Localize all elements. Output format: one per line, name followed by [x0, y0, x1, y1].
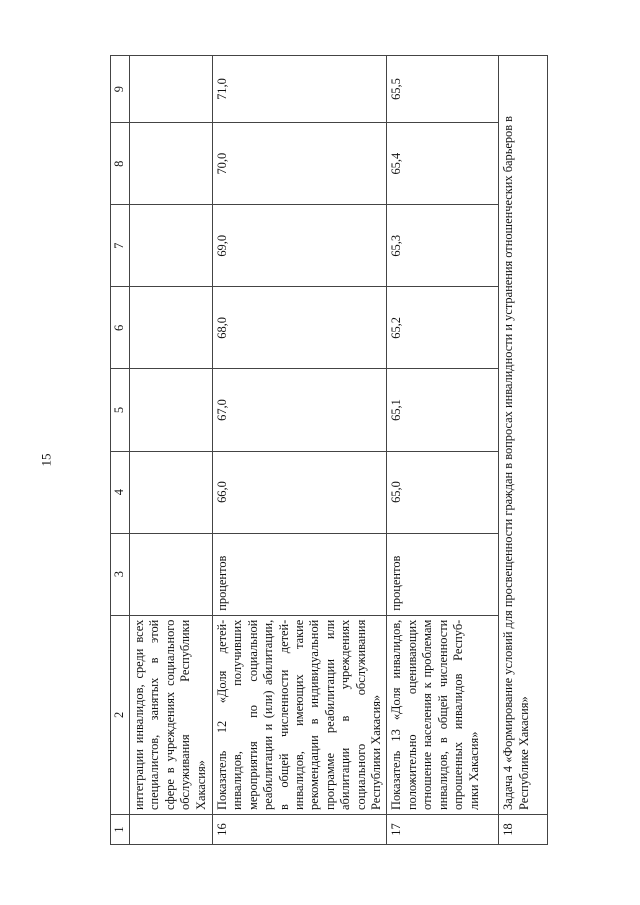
unit-cell: процентов — [387, 533, 499, 615]
task-text: Задача 4 «Формирование условий для просвещенности граждан в вопросах инвалидности и устранения отношенческих барьеров в Республике Хакасия» — [499, 56, 548, 815]
value-cell: 68,0 — [213, 287, 387, 369]
value-cell — [130, 123, 213, 205]
value-cell: 65,5 — [387, 56, 499, 123]
value-cell: 70,0 — [213, 123, 387, 205]
indicators-table — [110, 55, 548, 845]
task-row — [499, 56, 548, 845]
indicator-text: Показатель 12 «Доля детей-инвалидов, получивших мероприятия по социальной реабилитации и (или) абилитации, в общей численности детей-инвалидов, имеющих такие рекомендации в индивидуальной программе реабилитации или абилитации в учреждениях социального обслуживания Республики Хакасия» — [213, 615, 387, 814]
table-row — [213, 56, 387, 845]
header-cell: 6 — [111, 287, 130, 369]
value-cell — [130, 451, 213, 533]
header-cell: 4 — [111, 451, 130, 533]
table-row — [387, 56, 499, 845]
indicator-text: Показатель 13 «Доля инвалидов, положительно оценивающих отношение населения к проблемам инвалидов, в общей численности опрошенных инвалидов Респуб-лики Хакасия» — [387, 615, 499, 814]
value-cell — [130, 205, 213, 287]
header-cell: 9 — [111, 56, 130, 123]
value-cell — [130, 369, 213, 451]
row-number: 17 — [387, 814, 499, 844]
row-number: 18 — [499, 814, 548, 844]
indicator-text: интеграции инвалидов, среди всех специалистов, занятых в этой сфере в учреждениях социального обслуживания Республики Хакасия» — [130, 615, 213, 814]
row-number — [130, 814, 213, 844]
value-cell: 65,0 — [387, 451, 499, 533]
header-row — [111, 56, 130, 845]
header-cell: 2 — [111, 615, 130, 814]
unit-cell — [130, 533, 213, 615]
page-number: 15 — [38, 453, 54, 467]
value-cell: 71,0 — [213, 56, 387, 123]
header-cell: 5 — [111, 369, 130, 451]
value-cell: 66,0 — [213, 451, 387, 533]
value-cell: 65,2 — [387, 287, 499, 369]
header-cell: 7 — [111, 205, 130, 287]
header-cell: 1 — [111, 814, 130, 844]
value-cell — [130, 56, 213, 123]
value-cell: 67,0 — [213, 369, 387, 451]
row-number: 16 — [213, 814, 387, 844]
table-row — [130, 56, 213, 845]
value-cell: 65,1 — [387, 369, 499, 451]
value-cell: 69,0 — [213, 205, 387, 287]
rotated-table-container — [110, 55, 570, 845]
value-cell — [130, 287, 213, 369]
header-cell: 8 — [111, 123, 130, 205]
value-cell: 65,4 — [387, 123, 499, 205]
header-cell: 3 — [111, 533, 130, 615]
value-cell: 65,3 — [387, 205, 499, 287]
unit-cell: процентов — [213, 533, 387, 615]
